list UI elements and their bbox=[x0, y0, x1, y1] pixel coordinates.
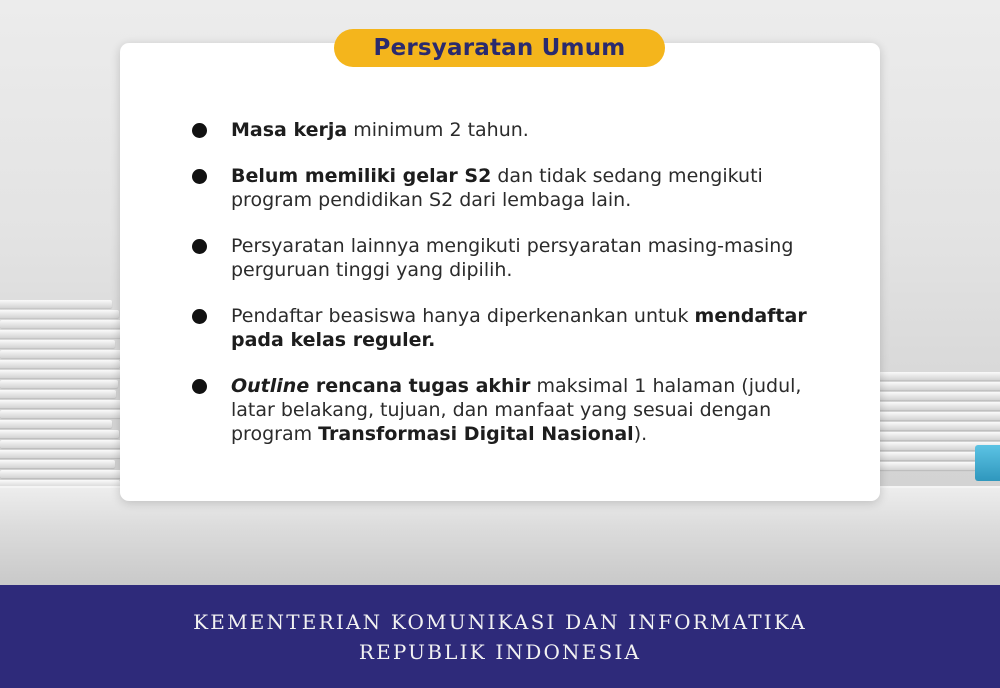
paper-sheet bbox=[0, 330, 124, 338]
paper-sheet bbox=[873, 382, 1000, 390]
footer-banner bbox=[0, 585, 1000, 688]
paper-sheet bbox=[0, 440, 126, 448]
paper-sheet bbox=[0, 390, 116, 398]
paper-sheet bbox=[0, 430, 119, 438]
requirement-text: mendaftar bbox=[694, 305, 807, 327]
paper-sheet bbox=[870, 372, 1000, 380]
paper-sheet bbox=[0, 460, 115, 468]
paper-sheet bbox=[0, 370, 127, 378]
paper-sheet bbox=[0, 320, 126, 328]
requirement-text: rencana tugas akhir bbox=[309, 375, 531, 397]
bullet-icon bbox=[192, 239, 207, 254]
footer-country: REPUBLIK INDONESIA bbox=[358, 639, 642, 664]
paper-sheet bbox=[876, 422, 1000, 430]
paper-sheet bbox=[870, 402, 1000, 410]
paper-sheet bbox=[870, 432, 1000, 440]
requirement-text: latar belakang, tujuan, dan manfaat yang sesuai dengan bbox=[231, 399, 772, 421]
page-title: Persyaratan Umum bbox=[373, 35, 626, 61]
bullet-icon bbox=[192, 123, 207, 138]
paper-sheet bbox=[873, 412, 1000, 420]
bullet-icon bbox=[192, 169, 207, 184]
paper-sheet bbox=[0, 470, 122, 478]
paper-sheet bbox=[0, 300, 112, 308]
requirement-text: dan tidak sedang mengikuti bbox=[491, 165, 763, 187]
requirement-item bbox=[192, 164, 842, 212]
requirement-text: Pendaftar beasiswa hanya diperkenankan untuk bbox=[231, 305, 695, 327]
title-badge bbox=[334, 29, 665, 67]
requirements-list bbox=[192, 118, 842, 468]
paper-sheet bbox=[0, 400, 123, 408]
requirement-item bbox=[192, 234, 842, 282]
bullet-icon bbox=[192, 309, 207, 324]
paper-sheet bbox=[0, 310, 119, 318]
requirement-text: minimum 2 tahun. bbox=[347, 119, 529, 141]
requirement-text: program bbox=[231, 423, 319, 445]
blue-binder bbox=[975, 445, 1000, 481]
requirement-text: Outline bbox=[231, 375, 310, 397]
paper-sheet bbox=[0, 380, 118, 388]
requirement-item bbox=[192, 118, 842, 142]
requirement-text: program pendidikan S2 dari lembaga lain. bbox=[231, 189, 632, 211]
requirement-text: maksimal 1 halaman (judul, bbox=[530, 375, 802, 397]
requirement-text: pada kelas reguler. bbox=[231, 329, 436, 351]
requirement-item bbox=[192, 374, 842, 446]
paper-sheet bbox=[0, 410, 130, 418]
requirement-text: ). bbox=[633, 423, 648, 445]
requirement-text: Masa kerja bbox=[231, 119, 348, 141]
paper-sheet bbox=[0, 350, 122, 358]
requirement-text: Belum memiliki gelar S2 bbox=[231, 165, 492, 187]
shelf bbox=[0, 488, 1000, 585]
requirement-text: Persyaratan lainnya mengikuti persyaratan masing-masing bbox=[231, 235, 794, 257]
paper-sheet bbox=[0, 340, 115, 348]
requirement-text: perguruan tinggi yang dipilih. bbox=[231, 259, 513, 281]
paper-sheet bbox=[876, 392, 1000, 400]
paper-sheet bbox=[0, 420, 112, 428]
bullet-icon bbox=[192, 379, 207, 394]
requirement-item bbox=[192, 304, 842, 352]
paper-stack-left bbox=[0, 300, 130, 490]
footer-ministry: KEMENTERIAN KOMUNIKASI DAN INFORMATIKA bbox=[193, 609, 807, 634]
paper-sheet bbox=[0, 450, 124, 458]
requirement-text: Transformasi Digital Nasional bbox=[318, 423, 634, 445]
paper-sheet bbox=[0, 360, 120, 368]
